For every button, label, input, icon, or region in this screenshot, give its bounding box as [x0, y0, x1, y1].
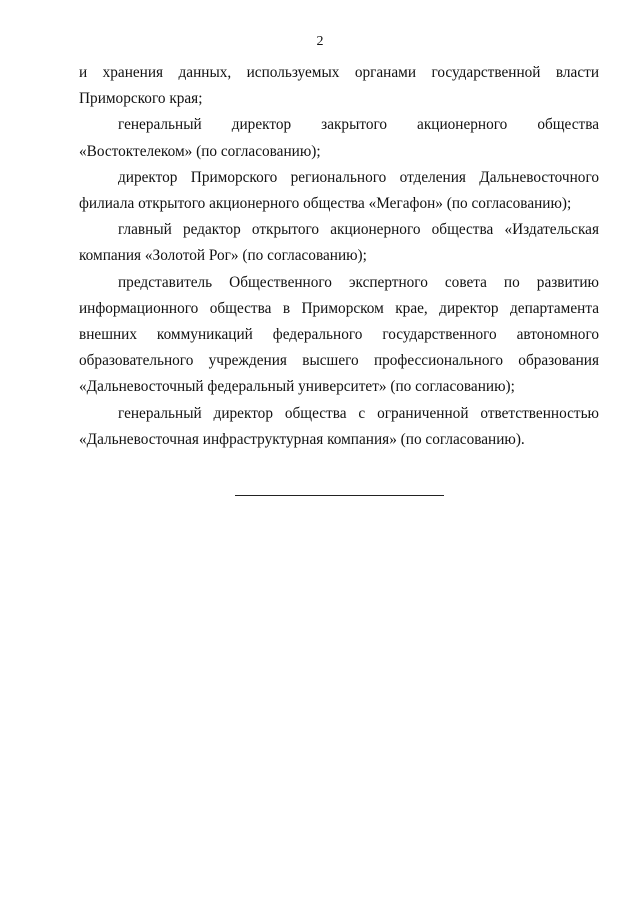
- paragraph-zolotoy-rog-editor: главный редактор открытого акционерного общества «Издательская компания «Золотой Рог» (по согласованию);: [79, 221, 599, 265]
- paragraph-vostoktelecom-director: генеральный директор закрытого акционерного общества «Востоктелеком» (по согласованию);: [79, 116, 599, 160]
- page-number: 2: [316, 34, 324, 49]
- document-body: [79, 60, 599, 453]
- paragraph-fefu-representative: представитель Общественного экспертного совета по развитию информационного общества в Приморском крае, директор департамента внешних коммуникаций федерального государственного автономного образовательного учреждения высшего профессионального образования «Дальневосточный федеральный университет» (по согласованию);: [79, 273, 599, 396]
- paragraph-infrastructure-company-director: генеральный директор общества с ограниченной ответственностью «Дальневосточная инфраструктурная компания» (по согласованию).: [79, 404, 599, 448]
- paragraph-data-storage: и хранения данных, используемых органами государственной власти Приморского края;: [79, 64, 599, 108]
- paragraph-megafon-director: директор Приморского регионального отделения Дальневосточного филиала открытого акционерного общества «Мегафон» (по согласованию);: [79, 168, 599, 213]
- end-of-list-divider: [235, 495, 444, 496]
